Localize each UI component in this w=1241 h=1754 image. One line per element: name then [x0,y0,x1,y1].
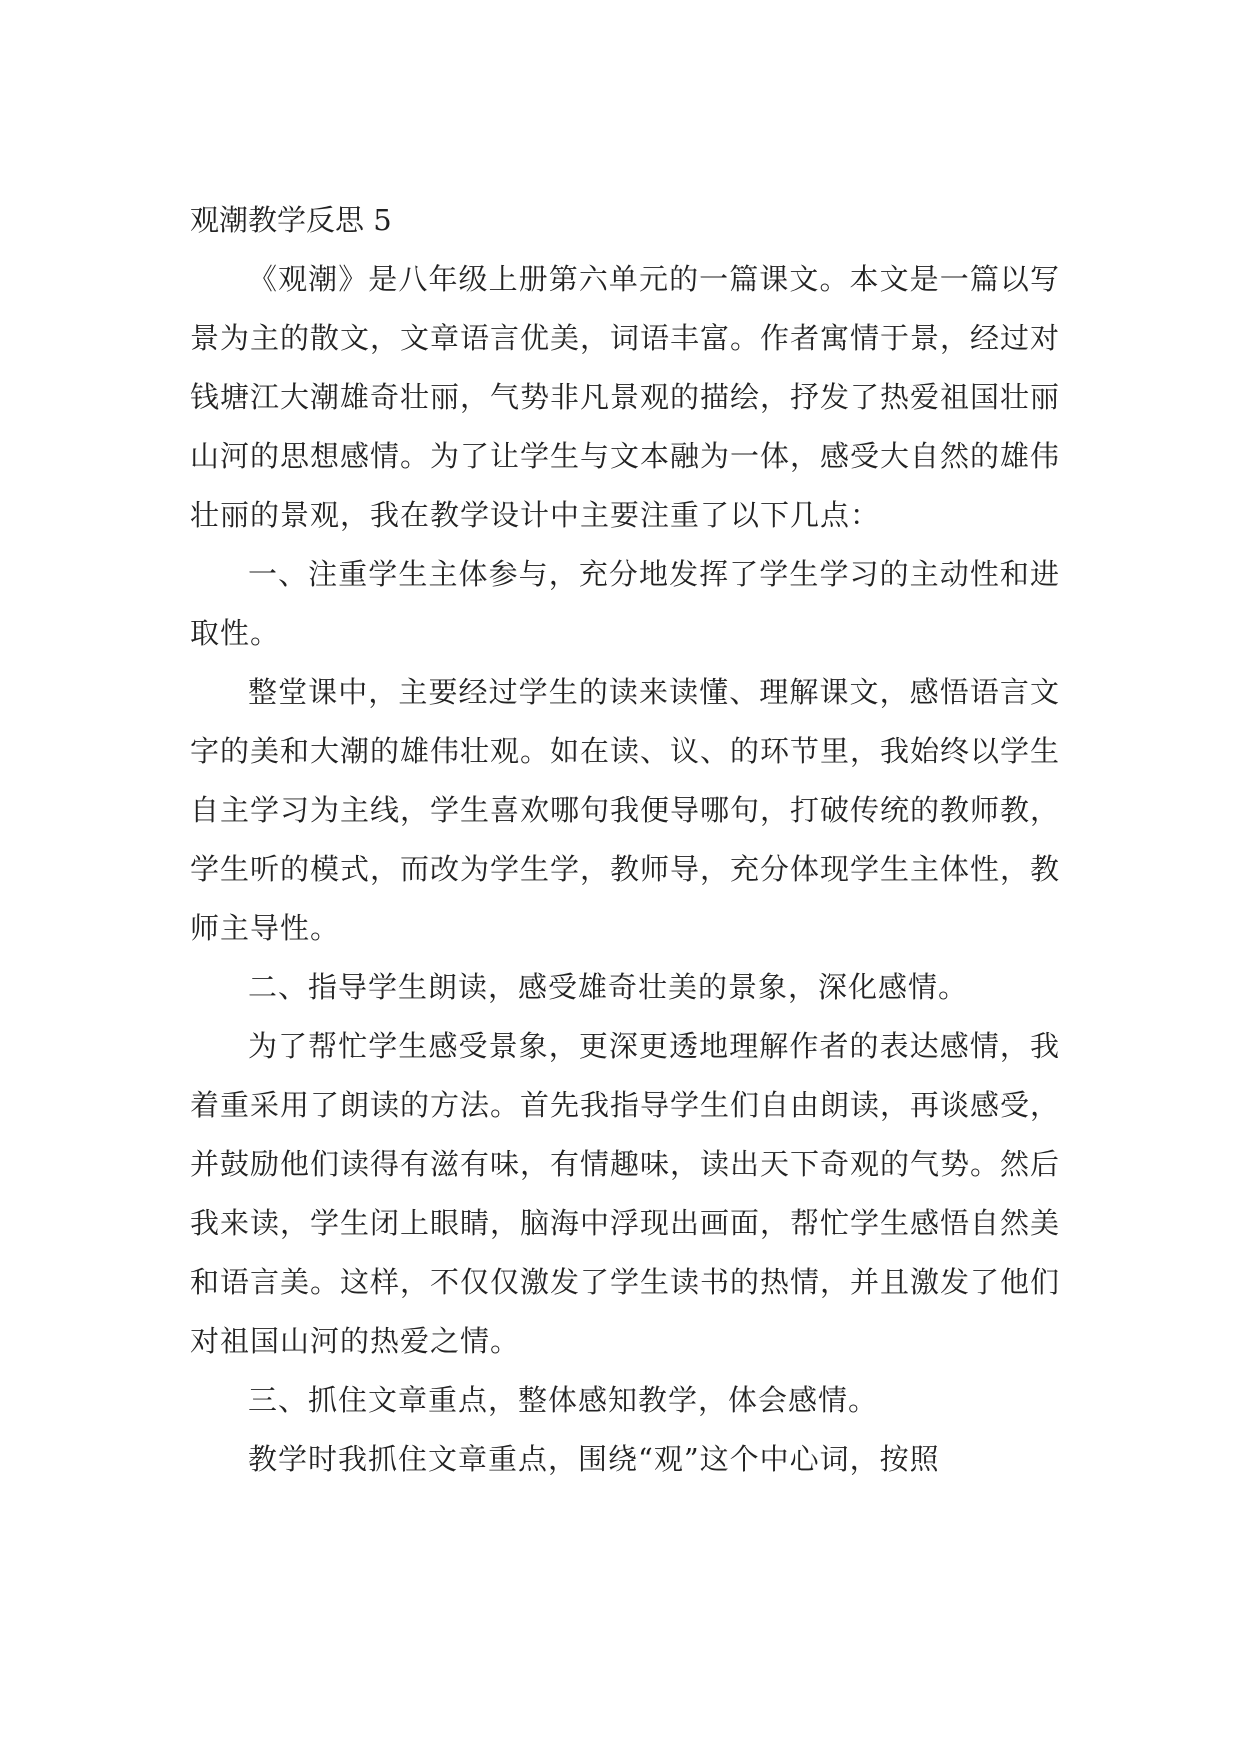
point-two-heading: 二、指导学生朗读，感受雄奇壮美的景象，深化感情。 [248,970,969,1004]
document-body [190,190,1060,1489]
intro-paragraph: 《观潮》是八年级上册第六单元的一篇课文。本文是一篇以写景为主的散文，文章语言优美，词语丰富。作者寓情于景，经过对钱塘江大潮雄奇壮丽，气势非凡景观的描绘，抒发了热爱祖国壮丽山河的思想感情。为了让学生与文本融为一体，感受大自然的雄伟壮丽的景观，我在教学设计中主要注重了以下几点： [190,262,1061,532]
point-one-heading: 一、注重学生主体参与，充分地发挥了学生学习的主动性和进取性。 [190,557,1060,650]
point-one-paragraph: 整堂课中，主要经过学生的读来读懂、理解课文，感悟语言文字的美和大潮的雄伟壮观。如在读、议、的环节里，我始终以学生自主学习为主线，学生喜欢哪句我便导哪句，打破传统的教师教，学生听的模式，而改为学生学，教师导，充分体现学生主体性，教师主导性。 [190,675,1061,945]
point-three-paragraph: 教学时我抓住文章重点，围绕“观”这个中心词，按照 [248,1442,940,1476]
point-two-paragraph: 为了帮忙学生感受景象，更深更透地理解作者的表达感情，我着重采用了朗读的方法。首先我指导学生们自由朗读，再谈感受，并鼓励他们读得有滋有味，有情趣味，读出天下奇观的气势。然后我来读，学生闭上眼睛，脑海中浮现出画面，帮忙学生感悟自然美和语言美。这样，不仅仅激发了学生读书的热情，并且激发了他们对祖国山河的热爱之情。 [190,1029,1061,1358]
point-three-heading: 三、抓住文章重点，整体感知教学，体会感情。 [248,1383,879,1417]
document-title: 观潮教学反思 5 [190,203,392,237]
